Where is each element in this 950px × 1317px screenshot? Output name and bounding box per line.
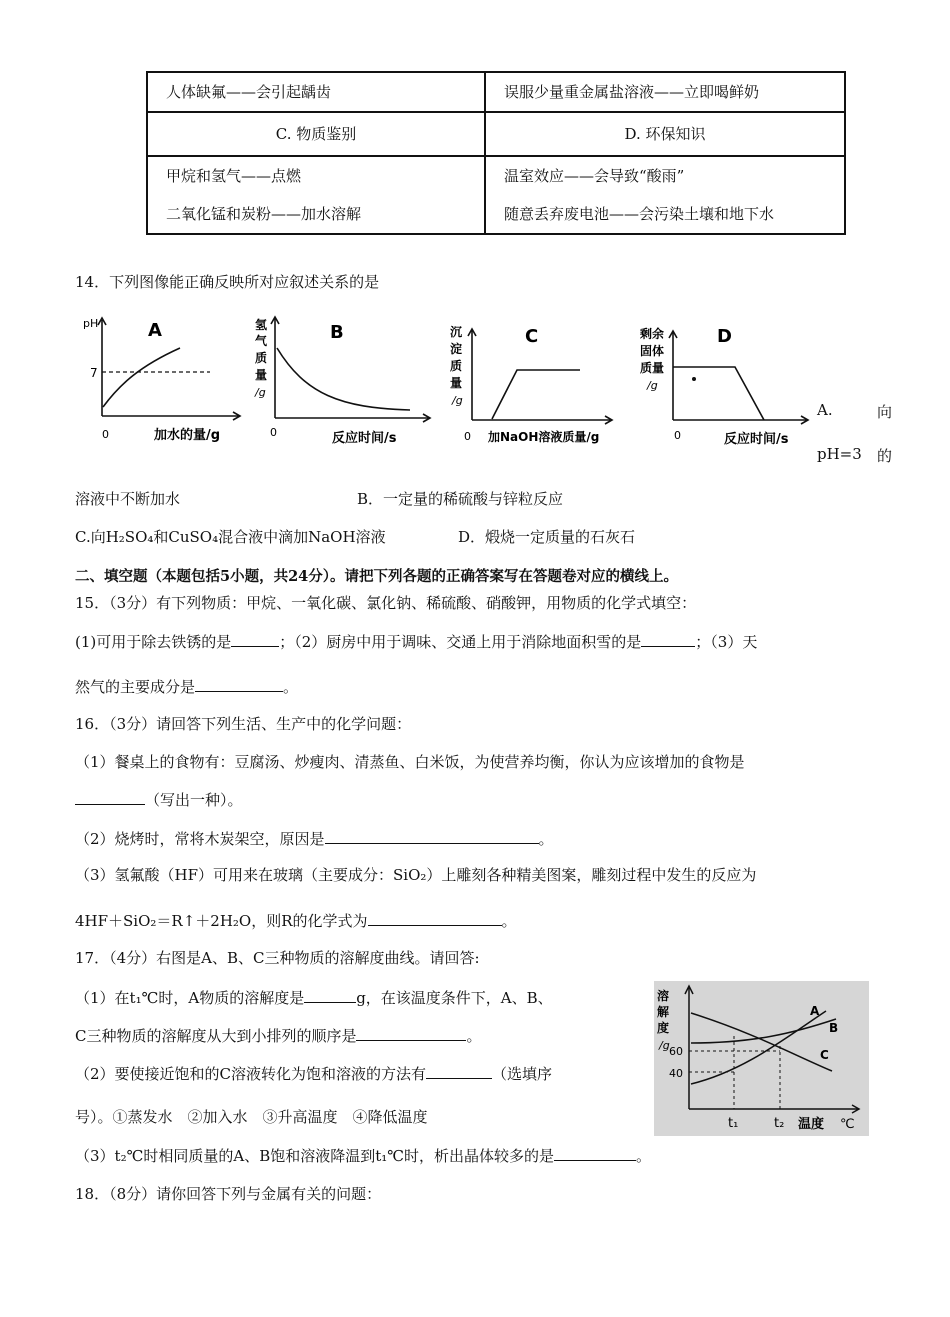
table-cell	[485, 156, 845, 234]
table-heading: D. 环保知识	[624, 125, 706, 143]
table-text: 温室效应——会导致“酸雨”	[504, 167, 685, 185]
knowledge-table	[146, 71, 846, 235]
table-cell	[485, 72, 845, 112]
graph-b-yunit: /g	[255, 386, 266, 399]
table-cell	[485, 112, 845, 156]
table-text: 随意丢弃废电池——会污染土壤和地下水	[504, 205, 775, 223]
q16-text: 。	[501, 912, 517, 930]
q15-text: ；（3）天	[695, 633, 758, 651]
q14-option-a-part: 溶液中不断加水	[75, 490, 181, 508]
curve-c-label: C	[820, 1048, 829, 1062]
table-text: 人体缺氟——会引起龋齿	[166, 83, 332, 101]
q15-line	[75, 676, 298, 697]
table-text: 二氧化锰和炭粉——加水溶解	[166, 205, 362, 223]
graph-d-ylabel-line: 固体	[640, 344, 665, 358]
q17-line	[75, 1145, 651, 1166]
graph-c-label: C	[525, 326, 539, 347]
graph-c	[447, 312, 627, 447]
chart-tick-t1: t₁	[728, 1116, 739, 1131]
q16-part3: （3）氢氟酸（HF）可用来在玻璃（主要成分：SiO₂）上雕刻各种精美图案，雕刻过程中发生的反应为	[75, 866, 757, 884]
table-cell	[147, 112, 485, 156]
graph-b-label: B	[330, 322, 344, 343]
q15-text: 然气的主要成分是	[75, 678, 196, 696]
table-cell	[147, 72, 485, 112]
q17-text: （3）t₂℃时相同质量的A、B饱和溶液降温到t₁℃时，析出晶体较多的是	[75, 1147, 555, 1165]
q17-text: 。	[636, 1147, 652, 1165]
q14-option-a-part: A.	[817, 401, 833, 419]
q15-text: ；（2）厨房中用于调味、交通上用于消除地面积雪的是	[279, 633, 642, 651]
chart-ylabel-char: 解	[657, 1005, 670, 1019]
graph-c-origin: 0	[464, 430, 471, 443]
q14-option-d: D．煅烧一定质量的石灰石	[458, 528, 636, 546]
table-text: 误服少量重金属盐溶液——立即喝鲜奶	[504, 83, 760, 101]
graph-c-ylabel-char: 沉	[450, 325, 463, 339]
graph-b-ylabel-char: 气	[255, 334, 268, 348]
chart-tick-60: 60	[669, 1045, 683, 1058]
q17-text: （2）要使接近饱和的C溶液转化为饱和溶液的方法有	[75, 1065, 427, 1083]
chart-ylabel-char: 溶	[657, 989, 670, 1003]
graph-b-ylabel-char: 质	[255, 351, 268, 365]
table-cell	[147, 156, 485, 234]
q16-line	[75, 789, 243, 810]
graph-b-ylabel-char: 量	[255, 368, 268, 382]
graph-a-label: A	[148, 320, 162, 341]
graph-c-xlabel: 加NaOH溶液质量/g	[488, 430, 600, 444]
graph-a	[80, 312, 250, 447]
q16-line	[75, 828, 554, 849]
q15-line	[75, 631, 757, 652]
chart-ylabel-char: 度	[657, 1021, 670, 1035]
graph-a-origin: 0	[102, 428, 109, 441]
graph-c-yunit: /g	[452, 394, 463, 407]
answer-blank[interactable]	[368, 911, 502, 926]
q17-line	[75, 1025, 482, 1046]
q15-text: (1)可用于除去铁锈的是	[75, 633, 232, 651]
graph-b	[250, 312, 440, 447]
graph-d-yunit: /g	[647, 379, 658, 392]
curve-a-label: A	[810, 1004, 820, 1018]
graph-b-xlabel: 反应时间/s	[332, 431, 397, 446]
answer-blank[interactable]	[325, 829, 539, 844]
answer-blank[interactable]	[426, 1064, 492, 1079]
q16-text: （写出一种）。	[145, 791, 243, 809]
section-heading: 二、填空题（本题包括5小题，共24分）。请把下列各题的正确答案写在答题卷对应的横线上。	[75, 568, 679, 585]
q14-option-a-part: 向	[877, 403, 893, 421]
graph-c-ylabel-char: 量	[450, 376, 463, 390]
q17-text: （1）在t₁℃时，A物质的溶解度是	[75, 989, 305, 1007]
q17-part2-options: 号）。①蒸发水 ②加入水 ③升高温度 ④降低温度	[75, 1108, 428, 1126]
answer-blank[interactable]	[304, 988, 356, 1003]
q17-text: 。	[466, 1027, 482, 1045]
q17-line	[75, 987, 553, 1008]
chart-xlabel: 温度	[798, 1117, 825, 1132]
graph-d-origin: 0	[674, 429, 681, 442]
graph-b-ylabel-char: 氢	[255, 318, 268, 332]
q14-option-b: B．一定量的稀硫酸与锌粒反应	[357, 490, 564, 508]
q16-line	[75, 910, 517, 931]
answer-blank[interactable]	[356, 1026, 466, 1041]
q17-line	[75, 1063, 552, 1084]
graph-d-dot	[692, 377, 696, 381]
graph-a-xlabel: 加水的量/g	[154, 428, 221, 443]
q15-text: 。	[283, 678, 299, 696]
q16-text: 4HF＋SiO₂＝R↑＋2H₂O，则R的化学式为	[75, 912, 368, 930]
graph-d-ylabel-line: 剩余	[640, 327, 665, 341]
graph-d-label: D	[717, 326, 732, 347]
q17-text: g，在该温度条件下，A、B、	[356, 989, 553, 1007]
graph-c-ylabel-char: 淀	[450, 342, 463, 356]
q16-stem: 16．（3分）请回答下列生活、生产中的化学问题：	[75, 715, 412, 733]
solubility-chart	[654, 981, 869, 1136]
answer-blank[interactable]	[75, 790, 145, 805]
graph-d	[640, 312, 820, 452]
answer-blank[interactable]	[195, 677, 283, 692]
chart-yunit: /g	[659, 1039, 670, 1052]
answer-blank[interactable]	[231, 632, 279, 647]
graph-a-ymark: 7	[90, 366, 98, 380]
q18-stem: 18．（8分）请你回答下列与金属有关的问题：	[75, 1185, 382, 1203]
graph-b-origin: 0	[270, 426, 277, 439]
chart-xunit: ℃	[840, 1117, 855, 1132]
q15-stem: 15．（3分）有下列物质：甲烷、一氧化碳、氯化钠、稀硫酸、硝酸钾，用物质的化学式填空：	[75, 594, 697, 612]
answer-blank[interactable]	[554, 1146, 636, 1161]
q16-text: （2）烧烤时，常将木炭架空，原因是	[75, 830, 325, 848]
q17-text: （选填序	[492, 1065, 553, 1083]
q16-text: 。	[538, 830, 554, 848]
q14-option-c: C.向H₂SO₄和CuSO₄混合液中滴加NaOH溶液	[75, 528, 386, 546]
chart-background	[654, 981, 869, 1136]
graph-d-ylabel-line: 质量	[640, 361, 665, 375]
q14-option-a-part: 的	[877, 447, 893, 465]
answer-blank[interactable]	[641, 632, 695, 647]
q14-option-a-part: pH=3	[817, 445, 862, 463]
graph-a-ylabel: pH	[83, 317, 99, 330]
graph-c-ylabel-char: 质	[450, 359, 463, 373]
q14-stem: 14．下列图像能正确反映所对应叙述关系的是	[75, 273, 380, 291]
q16-part1: （1）餐桌上的食物有：豆腐汤、炒瘦肉、清蒸鱼、白米饭，为使营养均衡，你认为应该增加的食物是	[75, 753, 745, 771]
table-text: 甲烷和氢气——点燃	[166, 167, 302, 185]
q17-text: C三种物质的溶解度从大到小排列的顺序是	[75, 1027, 357, 1045]
graph-d-xlabel: 反应时间/s	[724, 432, 789, 447]
chart-tick-40: 40	[669, 1067, 683, 1080]
table-heading: C. 物质鉴别	[275, 125, 357, 143]
curve-b-label: B	[829, 1021, 839, 1035]
q17-stem: 17．（4分）右图是A、B、C三种物质的溶解度曲线。请回答:	[75, 949, 480, 967]
chart-tick-t2: t₂	[774, 1116, 785, 1131]
